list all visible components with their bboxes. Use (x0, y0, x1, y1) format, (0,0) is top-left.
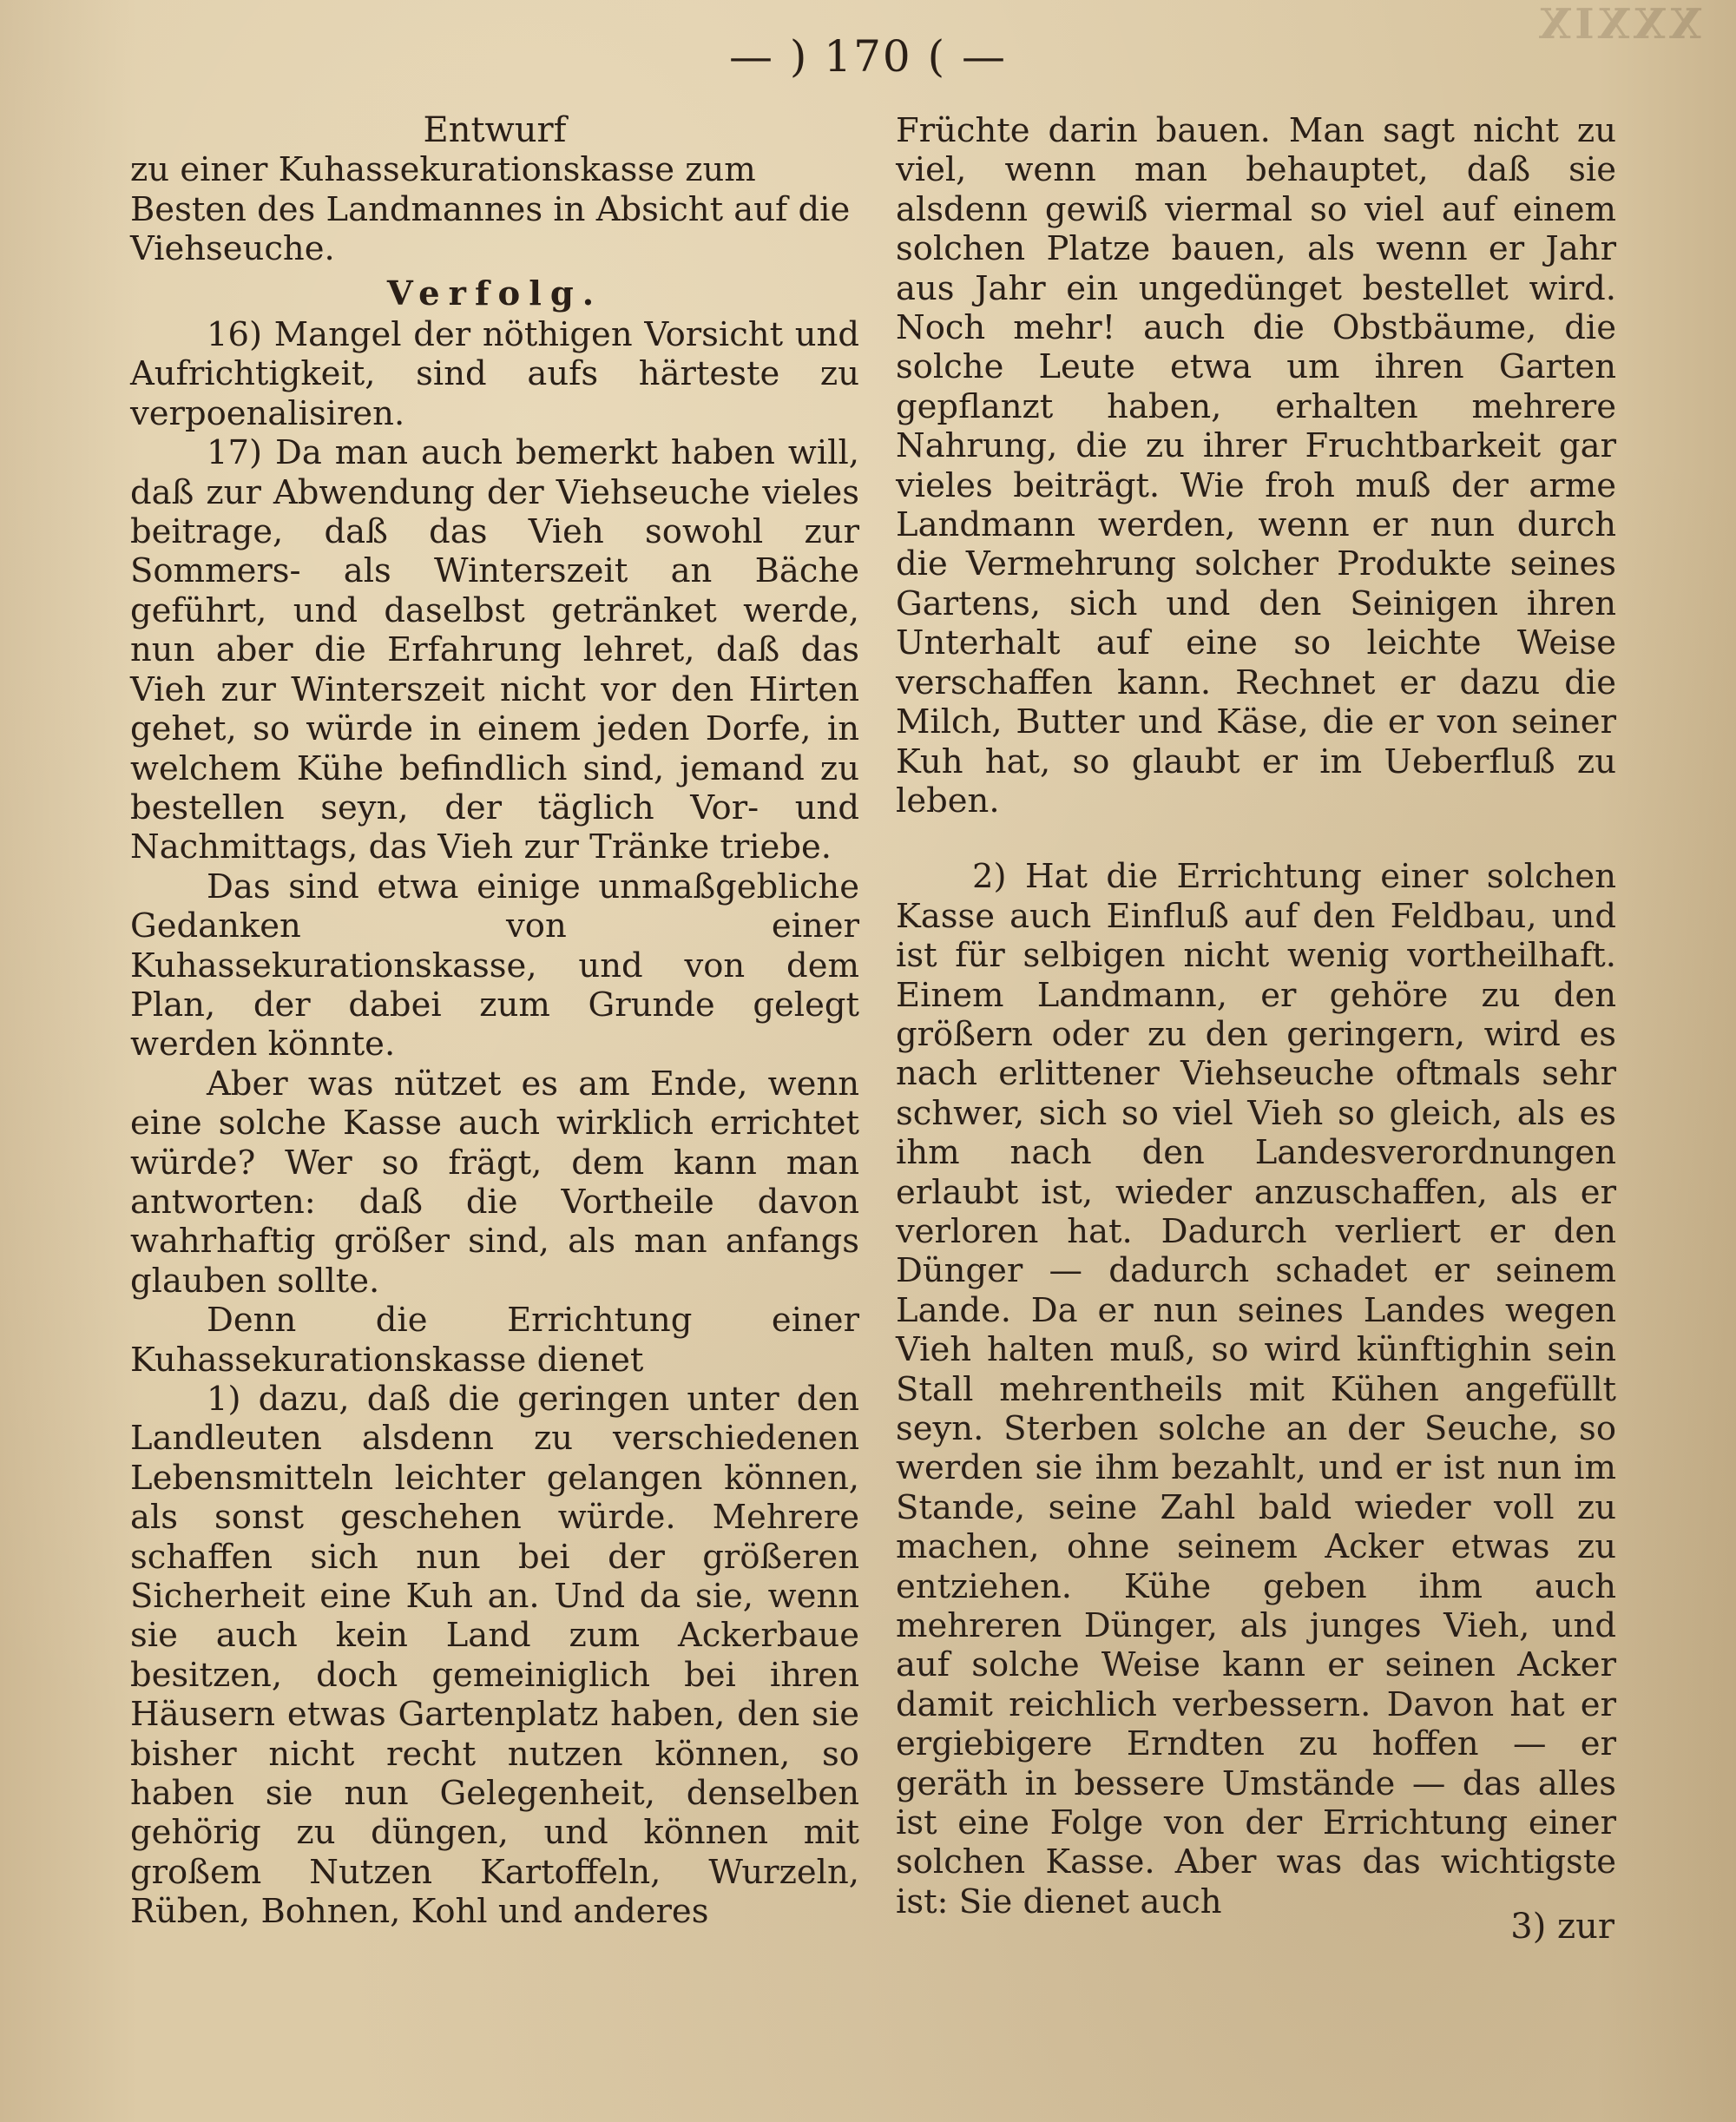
paragraph: 17) Da man auch bemerkt haben will, daß zur Abwendung der Viehseuche vieles beitrage, daß das Vieh sowohl zur Sommers- als Winterszeit an Bäche geführt, und daselbst getränket werde, nun aber die Erfahrung lehret, daß das Vieh zur Winterszeit nicht vor den Hirten gehet, so würde in einem jeden Dorfe, in welchem Kühe befindlich sind, jemand zu bestellen seyn, der täglich Vor- und Nachmittags, das Vieh zur Tränke triebe. (130, 433, 859, 867)
paragraph: 1) dazu, daß die geringen unter den Landleuten alsdenn zu verschiedenen Lebensmitteln leichter gelangen können, als sonst geschehen würde. Mehrere schaffen sich nun bei der größeren Sicherheit eine Kuh an. Und da sie, wenn sie auch kein Land zum Ackerbaue besitzen, doch gemeiniglich bei ihren Häusern etwas Gartenplatz haben, den sie bisher nicht recht nutzen können, so haben sie nun Gelegenheit, denselben gehörig zu düngen, und können mit großem Nutzen Kartoffeln, Wurzeln, Rüben, Bohnen, Kohl und anderes (130, 1380, 859, 1932)
left-column (130, 111, 859, 1932)
catchword: 3) zur (1510, 1907, 1614, 1947)
bleed-through-text: XXXIX (1535, 0, 1701, 49)
paragraph: 2) Hat die Errichtung einer solchen Kasse auch Einfluß auf den Feldbau, und ist für selbigen nicht wenig vortheilhaft. Einem Landmann, er gehöre zu den größern oder zu den geringern, wird es nach erlittener Viehseuche oftmals sehr schwer, sich so viel Vieh so gleich, als es ihm nach den Landesverordnungen erlaubt ist, wieder anzuschaffen, als er verloren hat. Dadurch verliert er den Dünger — dadurch schadet er seinem Lande. Da er nun seines Landes wegen Vieh halten muß, so wird künftighin sein Stall mehrentheils mit Kühen angefüllt seyn. Sterben solche an der Seuche, so werden sie ihm bezahlt, und er ist nun im Stande, seine Zahl bald wieder voll zu machen, ohne seinem Acker etwas zu entziehen. Kühe geben ihm auch mehreren Dünger, als junges Vieh, und auf solche Weise kann er seinen Acker damit reichlich verbessern. Davon hat er ergiebigere Erndten zu hoffen — er geräth in bessere Umstände — das alles ist eine Folge von der Errichtung einer solchen Kasse. Aber was das wichtigste ist: Sie dienet auch (896, 857, 1616, 1921)
article-subtitle: zu einer Kuhassekurationskasse zum Besten des Landmannes in Absicht auf die Viehseuche. (130, 150, 851, 269)
paragraph: Früchte darin bauen. Man sagt nicht zu viel, wenn man behauptet, daß sie alsdenn gewiß viermal so viel auf einem solchen Platze bauen, als wenn er Jahr aus Jahr ein ungedünget bestellet wird. Noch mehr! auch die Obstbäume, die solche Leute etwa um ihren Garten gepflanzt haben, erhalten mehrere Nahrung, die zu ihrer Fruchtbarkeit gar vieles beiträgt. Wie froh muß der arme Landmann werden, wenn er nun durch die Vermehrung solcher Produkte seines Gartens, sich und den Seinigen ihren Unterhalt auf eine so leichte Weise verschaffen kann. Rechnet er dazu die Milch, Butter und Käse, die er von seiner Kuh hat, so glaubt er im Ueberfluß zu leben. (896, 111, 1616, 820)
paragraph: 16) Mangel der nöthigen Vorsicht und Aufrichtigkeit, sind aufs härteste zu verpoenalisiren. (130, 315, 859, 433)
right-column (896, 111, 1616, 1921)
paragraph: Denn die Errichtung einer Kuhassekurationskasse dienet (130, 1301, 859, 1380)
page-header: — ) 170 ( — (728, 31, 1008, 82)
section-heading: Verfolg. (386, 273, 603, 313)
paragraph: Das sind etwa einige unmaßgebliche Gedanken von einer Kuhassekurationskasse, und von dem Plan, der dabei zum Grunde gelegt werden könnte. (130, 867, 859, 1064)
article-title: Entwurf (423, 110, 567, 150)
paragraph: Aber was nützet es am Ende, wenn eine solche Kasse auch wirklich errichtet würde? Wer so frägt, dem kann man antworten: daß die Vortheile davon wahrhaftig größer sind, als man anfangs glauben sollte. (130, 1064, 859, 1301)
